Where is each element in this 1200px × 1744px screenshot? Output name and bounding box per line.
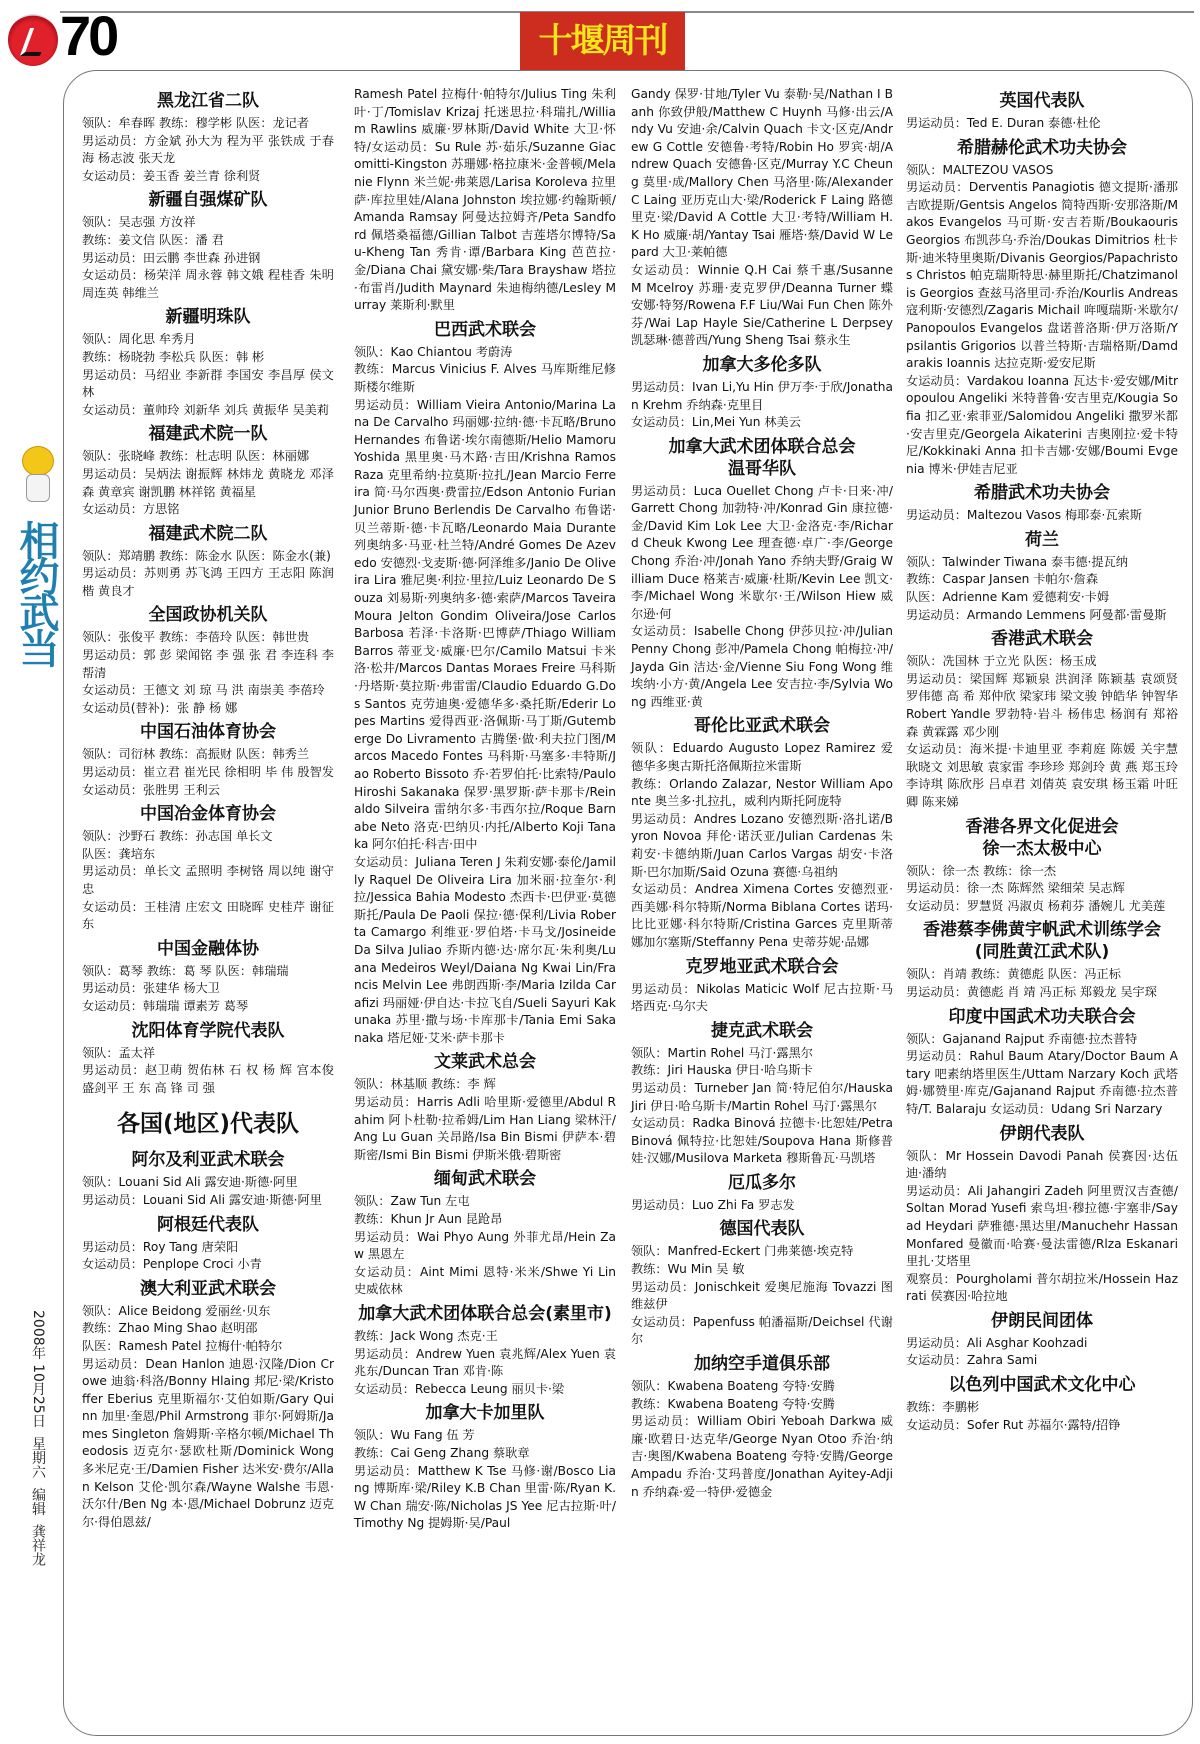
team-heading: 印度中国武术功夫联合会 bbox=[948, 1006, 1136, 1027]
roster-entry: 教练：Jack Wong 杰克·王 bbox=[354, 1329, 498, 1343]
roster-entry: 女运动员：Vardakou Ioanna 瓦达卡·爱安娜/Mitropoulou Angeliki 米特普鲁·安吉里克/Kougia Sofia 扣乙亚·索菲亚/Salomidou Angeliki 撒罗米都·安吉里克/Georgela Aikaterini 吉奥刚拉·爱卡特尼/Kokkinaki Anna 扣卡吉娜·安娜/Boumi Evgenia 博米·伊娃吉尼亚 bbox=[906, 373, 1178, 476]
roster-entry: 领队：葛琴 教练：葛 琴 队医：韩瑞瑞 bbox=[82, 963, 289, 978]
roster-entry: 男运动员：单长文 孟照明 李树铬 周以纯 谢守忠 bbox=[82, 864, 334, 896]
roster-entry: 领队：Gajanand Rajput 乔南德·拉杰普特 bbox=[906, 1031, 1138, 1046]
roster-entry: 女运动员：罗慧贤 冯淑贞 杨莉芬 潘婉儿 尤美莲 bbox=[906, 898, 1166, 913]
roster-entry: 领队：肖靖 教练：黄德彪 队医：冯正标 bbox=[906, 967, 1121, 982]
team-heading: 香港武术联会 bbox=[991, 629, 1093, 650]
roster-entry: 领队：Kao Chiantou 考蔚涛 bbox=[354, 344, 513, 359]
roster-entry: 男运动员：Ali Asghar Koohzadi bbox=[906, 1335, 1088, 1350]
roster-entry: 男运动员：赵卫萌 贺佑林 石 权 杨 辉 宫本俊 盛剑平 王 东 高 锋 司 强 bbox=[82, 1063, 334, 1095]
section-title: 相约武当 bbox=[13, 520, 59, 664]
roster-entry: 女运动员：Lin,Mei Yun 林美云 bbox=[631, 415, 801, 430]
team-heading: 希腊武术功夫协会 bbox=[974, 483, 1110, 504]
roster-entry: 领队：Talwinder Tiwana 泰韦德·提瓦纳 bbox=[906, 554, 1128, 569]
roster-entry: 女运动员：姜玉香 姜兰青 徐利贤 bbox=[82, 168, 261, 183]
roster-entry: 领队：牟春晖 教练：穆学彬 队医：龙记者 bbox=[82, 116, 310, 130]
roster-entry: 队医：Adrienne Kam 爱德莉安·卡姆 bbox=[906, 590, 1110, 605]
roster-entry: 领队：吴志强 方汝祥 bbox=[82, 215, 196, 230]
roster-entry: 领队：孟太祥 bbox=[82, 1045, 156, 1060]
roster-entry: 女运动员：王德文 刘 琼 马 洪 南崇美 李蓓玲 bbox=[82, 683, 325, 698]
roster-entry: 领队：Kwabena Boateng 夸特·安腾 bbox=[631, 1379, 835, 1394]
roster-entry: 女运动员：Juliana Teren J 朱莉安娜·泰伦/Jamilly Raquel De Oliveira Lira 加米丽·拉奎尔·利拉/Jessica Bahia Modesto 杰西卡·巴伊亚·莫德斯托/Paula De Paoli 保拉·德·保利/Livia Roberta Camargo 利维亚·罗伯塔·卡马戈/Josineide Da Silva Juliao 乔斯内德·达·席尔瓦·朱利奥/Luana Medeiros Weyl/Daiana Ng Kwai Lin/Francis Melvin Lee 弗朗西斯·李/Maria Izilda Carafizi 玛丽娅·伊自达·卡拉飞自/Sueli Sayuri Kakunaka 苏里·撒与场·卡库那卡/Tania Emi Sakanaka 塔尼娅·艾米·萨卡那卡 bbox=[354, 854, 616, 1045]
roster-entry: 男运动员：Dean Hanlon 迪恩·汉隆/Dion Crowe 迪翁·科洛/Bonny Hlaing 邦尼·梁/Kristoffer Eberius 克里斯福尔·艾伯如斯/Gary Quinn 加里·奎恩/Phil Armstrong 菲尔·阿姆斯/James Singleton 詹姆斯·辛格尔顿/Michael Theodosis 迈克尔·瑟欧杜斯/Dominick Wong 多米尼克·王/Damien Fisher 达米安·费尔/Allan Kelson 艾伦·凯尔森/Wayne Walshe 韦恩·沃尔什/Ben Ng 本·恩/Michael Dobrunz 迈克尔·得伯恩兹/ bbox=[82, 1356, 334, 1529]
roster-entry: 领队：Alice Beidong 爱丽丝·贝东 bbox=[82, 1303, 271, 1318]
team-heading: 缅甸武术联会 bbox=[434, 1169, 536, 1190]
roster-entry: Gandy 保罗·甘地/Tyler Vu 泰勒·吴/Nathan I Banh 你致伊般/Matthew C Huynh 马修·出云/Andy Vu 安迪·余/Calvin Quach 卡文·区克/Andrew G Cottle 安德鲁·考特/Robin Ho 罗宾·胡/Andrew Quach 安德鲁·区克/Murray Y.C Cheung 莫里·成/Mallory Chen 马洛里·陈/Alexander C Laing 亚历克山大·梁/Roderick F Laing 路德里克·梁/David A Cottle 大卫·考特/William H.K Ho 威廉·胡/Yantay Tsai 雁塔·蔡/David W Lepard 大卫·莱帕德 bbox=[631, 87, 893, 260]
roster-entry: 女运动员：Papenfuss 帕潘福斯/Deichsel 代谢尔 bbox=[631, 1314, 893, 1347]
roster-entry: 领队：徐一杰 教练：徐一杰 bbox=[906, 863, 1057, 878]
team-heading: 沈阳体育学院代表队 bbox=[131, 1020, 285, 1041]
roster-entry: 男运动员：Louani Sid Ali 露安迪·斯德·阿里 bbox=[82, 1192, 322, 1207]
roster-entry: 男运动员：Ali Jahangiri Zadeh 阿里贾汉吉查德/Soltan Morad Yusefi 索鸟坦·穆拉德·宇塞非/Sayad Heydari 萨雅德·黑达里/Manuchehr Hassan Monfared 曼徽而·哈赛·曼法雷德/Rlza Eskanari 里扎·艾塔里 bbox=[906, 1183, 1178, 1269]
team-heading: 捷克武术联会 bbox=[711, 1020, 813, 1041]
roster-entry: 女运动员：方思铭 bbox=[82, 502, 180, 517]
roster-entry: 男运动员：Jonischkeit 爱奥尼施海 Tovazzi 图维兹伊 bbox=[631, 1279, 893, 1312]
team-heading: 荷兰 bbox=[1025, 529, 1059, 550]
section-heading: 各国(地区)代表队 bbox=[116, 1111, 300, 1138]
team-heading: 香港各界文化促进会 徐一杰太极中心 bbox=[965, 816, 1119, 859]
roster-entry: 领队：冼国林 于立光 队医：杨玉成 bbox=[906, 654, 1097, 669]
roster-entry: 男运动员：Armando Lemmens 阿曼都·雷曼斯 bbox=[906, 607, 1167, 622]
roster-entry: 女运动员(替补)：张 静 杨 娜 bbox=[82, 700, 238, 715]
roster-entry: 领队：MALTEZOU VASOS bbox=[906, 162, 1054, 177]
roster-entry: 女运动员：Penplope Croci 小青 bbox=[82, 1257, 262, 1272]
column-4 bbox=[906, 86, 1178, 1434]
roster-entry: 男运动员：张建华 杨大卫 bbox=[82, 981, 220, 996]
team-heading: 阿根廷代表队 bbox=[157, 1214, 259, 1235]
roster-entry: 领队：司衍林 教练：高振财 队医：韩秀兰 bbox=[82, 747, 310, 762]
roster-entry: 教练：Wu Min 吴 敏 bbox=[631, 1262, 745, 1277]
roster-entry: 教练：Cai Geng Zhang 蔡耿章 bbox=[354, 1445, 530, 1460]
team-heading: 福建武术院一队 bbox=[148, 424, 268, 445]
roster-entry: 女运动员：Aint Mimi 恩特·米米/Shwe Yi Lin 史威依林 bbox=[354, 1264, 616, 1297]
roster-entry: 教练：李鹏彬 bbox=[906, 1400, 980, 1415]
roster-entry: 领队：Eduardo Augusto Lopez Ramirez 爱德华多奥古斯托洛佩斯拉米雷斯 bbox=[631, 741, 893, 773]
team-heading: 新疆明珠队 bbox=[165, 307, 251, 328]
column-3 bbox=[631, 86, 893, 1501]
roster-entry: 男运动员：Maltezou Vasos 梅耶泰·瓦索斯 bbox=[906, 508, 1142, 523]
team-heading: 英国代表队 bbox=[999, 91, 1085, 111]
roster-entry: 男运动员：黄德彪 肖 靖 冯正标 郑毅龙 吴宇琛 bbox=[906, 984, 1157, 999]
roster-entry: 女运动员：王桂清 庄宏文 田晓晖 史桂芹 谢征东 bbox=[82, 899, 334, 932]
roster-entry: 领队：Mr Hossein Davodi Panah 侯赛因·达伍迪·潘纳 bbox=[906, 1148, 1178, 1181]
team-heading: 加拿大多伦多队 bbox=[702, 354, 822, 375]
roster-entry: 男运动员：梁国辉 郑颖泉 洪润泽 陈颖基 袁颂贤 罗伟德 高 希 郑仲欣 梁家玮 梁文骏 钟皓华 钟智华 Robert Yandle 罗勃特·岩斗 杨伟忠 杨润有 郑裕森 黄霖露 邓少刚 bbox=[906, 671, 1178, 739]
roster-entry: 领队：Martin Rohel 马汀·露黑尔 bbox=[631, 1045, 813, 1060]
roster-entry: 女运动员：Radka Binová 拉德卡·比恕娃/Petra Binová 佩特拉·比恕娃/Soupova Hana 斯修普娃·汉娜/Musilova Marketa 穆斯鲁瓦·马凯塔 bbox=[631, 1116, 893, 1166]
team-heading: 全国政协机关队 bbox=[148, 605, 268, 626]
roster-entry: 男运动员：William Vieira Antonio/Marina Lana De Carvalho 玛丽娜·拉纳·德·卡瓦略/Bruno Hernandes 布鲁诺·埃尔南德斯/Helio Mamoru Yoshida 黑里奥·马木路·吉田/Krishna Ramos Raza 克里希纳·拉莫斯·拉扎/Jean Marcio Ferreira 简·马尔西奥·费雷拉/Edson Antonio Furian Junior Bruno Berlendis De Carvalho 布鲁诺·贝兰蒂斯·德·卡瓦略/Leonardo Maia Durante 列奥纳多·马亚·杜兰特/André Gomes De Azevedo 安德烈·戈麦斯·德·阿泽维多/Janio De Oliveira Lira 雅尼奥·利拉·里拉/Luiz Leonardo De Souza 刘易斯·列奥纳多·德·索萨/Marcos Taveira Moura Jelton Gondim Oliveira/Jose Carlos Barbosa 若泽·卡洛斯·巴博萨/Thiago William Barros 蒂亚戈·威廉·巴尔/Camilo Matsui 卡米洛·松井/Marcos Dantas Moraes Freire 马科斯·丹塔斯·莫拉斯·弗雷雷/Claudio Eduardo G.Dos Santos 克劳迪奥·爱德华多·桑托斯/Ederir Lopes Martins 爱得西亚·洛佩斯·马丁斯/Gutemberge Do Livramento 古腾堡·做·利夫拉门图/Marcos Macedo Fontes 马科斯·马塞多·丰特斯/Jao Roberto Bissoto 乔·若罗伯托·比索特/Paulo Hiroshi Sakanaka 保罗·黑罗斯·萨卡那卡/Reinaldo Silveira 雷纳尔多·韦西尔拉/Roque Barnabe Neto 洛克·巴纳贝·内托/Alberto Koji Tanaka 阿尔伯托·科吉·田中 bbox=[354, 397, 616, 852]
team-heading: 福建武术院二队 bbox=[148, 523, 268, 544]
roster-entry: 男运动员：郭 彭 梁闻铭 李 强 张 君 李连科 李帮清 bbox=[82, 648, 334, 680]
team-heading: 澳大利亚武术联会 bbox=[140, 1278, 276, 1299]
roster-entry: 男运动员：William Obiri Yeboah Darkwa 威廉·欧碧日·达克华/George Nyan Otoo 乔治·纳吉·奥图/Kwabena Boateng 夸特·安腾/George Ampadu 乔治·艾玛普度/Jonathan Ayitey-Adjin 乔纳森·爱一特伊·爱德金 bbox=[631, 1414, 893, 1499]
roster-entry: 男运动员：田云鹏 李世森 孙进钢 bbox=[82, 250, 261, 265]
team-heading: 以色列中国武术文化中心 bbox=[948, 1375, 1136, 1396]
roster-entry: 观察员：Pourgholami 普尔胡拉米/Hossein Hazrati 侯赛因·哈拉地 bbox=[906, 1271, 1178, 1304]
roster-entry: 教练：Jiri Hauska 伊日·哈乌斯卡 bbox=[631, 1063, 813, 1078]
roster-entry: 教练：Marcus Vinicius F. Alves 马库斯维尼修斯楼尔维斯 bbox=[354, 362, 616, 394]
roster-entry: 男运动员：Harris Adli 哈里斯·爱德里/Abdul Rahim 阿卜杜勒·拉希姆/Lim Han Liang 梁林汗/Ang Lu Guan 关昂路/Isa Bin Bismi 伊萨本·碧斯密/Ismi Bin Bismi 伊斯米俄·碧斯密 bbox=[354, 1095, 616, 1162]
team-heading: 中国金融体协 bbox=[157, 938, 259, 959]
roster-entry: 女运动员：海米提·卡迪里亚 李莉庭 陈媛 关宇慧 耿晓文 刘思敏 袁家雷 李珍珍 郑剑玲 黄 燕 郑玉玲 李诗琪 陈欣彤 吕卓君 刘倩英 袁安琪 杨玉霜 叶旺卿 陈来娣 bbox=[906, 742, 1178, 809]
roster-entry: 教练：杨晓勃 李松兵 队医：韩 彬 bbox=[82, 349, 265, 364]
roster-entry: 男运动员：Andrew Yuen 袁兆辉/Alex Yuen 袁兆东/Duncan Tran 邓肯·陈 bbox=[354, 1346, 616, 1379]
roster-entry: 领队：张俊平 教练：李蓓玲 队医：韩世贵 bbox=[82, 630, 310, 645]
roster-entry: 领队：沙野石 教练：孙志国 单长文 bbox=[82, 829, 273, 844]
roster-entry: 男运动员：Turneber Jan 简·特尼伯尔/Hauska Jiri 伊日·哈乌斯卡/Martin Rohel 马汀·露黑尔 bbox=[631, 1080, 893, 1113]
masthead-title: 十堰周刊 bbox=[538, 21, 667, 61]
mascot-icon bbox=[14, 440, 58, 510]
roster-entry: 教练：Kwabena Boateng 夸特·安腾 bbox=[631, 1396, 835, 1411]
roster-entry: 教练：Caspar Jansen 卡帕尔·詹森 bbox=[906, 572, 1099, 587]
team-heading: 中国冶金体育协会 bbox=[140, 804, 276, 825]
roster-entry: 领队：Zaw Tun 左屯 bbox=[354, 1194, 470, 1209]
team-heading: 新疆自强煤矿队 bbox=[148, 190, 268, 211]
roster-entry: 女运动员：Zahra Sami bbox=[906, 1353, 1038, 1368]
roster-entry: 男运动员：Derventis Panagiotis 德文提斯·潘那吉欧提斯/Gentsis Angelos 简特西斯·安那洛斯/Makos Evangelos 马可斯·安吉若斯/Boukaouris Georgios 布凯莎乌·乔治/Doukas Dimitrios 杜卡斯·迪米特里奥斯/Divanis Georgios/Papachristos Christos 帕克瑞斯特思·赫里斯托/Chatzimanolis Georgios 查兹马洛里司·乔治/Kourlis Andreas 寇利斯·安德烈/Zagaris Michail 哖嘎瑞斯·米歇尔/Panopoulos Evangelos 盘诺普洛斯·伊万洛斯/Ypsilantis Grigorios 以普兰特斯·吉瑞格斯/Damdarakis Ioannis 达拉克斯·爱安尼斯 bbox=[906, 180, 1178, 371]
team-heading: 文莱武术总会 bbox=[434, 1052, 536, 1073]
roster-entry: 领队：林基顺 教练：李 辉 bbox=[354, 1077, 496, 1092]
roster-entry: 领队：周化思 牟秀月 bbox=[82, 332, 196, 347]
roster-entry: 领队：Manfred-Eckert 门弗莱德·埃克特 bbox=[631, 1244, 854, 1259]
team-heading: 厄瓜多尔 bbox=[728, 1172, 796, 1193]
roster-entry: 女运动员：Sofer Rut 苏福尔·露特/招铮 bbox=[906, 1417, 1121, 1432]
roster-entry: 领队：郑靖鹏 教练：陈金水 队医：陈金水(兼) bbox=[82, 548, 331, 563]
roster-entry: 男运动员：崔立君 崔光民 徐相明 毕 伟 殷智发 女运动员：张胜男 王利云 bbox=[82, 765, 334, 797]
roster-entry: 教练：Khun Jr Aun 昆跄昂 bbox=[354, 1212, 503, 1227]
roster-entry: 男运动员：Rahul Baum Atary/Doctor Baum Atary 吧素纳塔里医生/Uttam Narzary Koch 武塔姆·娜赞里·库克/Gajanand Rajput 乔南德·拉杰普特/T. Balaraju 女运动员：Udang Sri Narzary bbox=[906, 1049, 1178, 1116]
newspaper-logo-icon bbox=[8, 14, 58, 66]
masthead bbox=[520, 12, 685, 70]
roster-entry: Ramesh Patel 拉梅什·帕特尔/Julius Ting 朱利叶·丁/Tomislav Krizaj 托迷思拉·科瑞扎/William Rawlins 威廉·罗林斯/David White 大卫·怀特/女运动员：Su Rule 苏·茹乐/Suzanne Giacomitti-Kingston 苏珊娜·格拉康米·金普顿/Melanie Flynn 米兰妮·弗莱恩/Larisa Koroleva 拉里萨·库拉里娃/Alana Johnston 埃拉娜·约翰斯顿/Amanda Ramsay 阿曼达拉姆齐/Peta Sandford 佩塔桑福德/Gillian Talbot 吉莲塔尔博特/Sau-Kheng Tan 秀肯·谭/Barbara King 芭芭拉·金/Diana Chai 黛安娜·柴/Tara Brayshaw 塔拉·布雷肖/Judith Maynard 朱迪梅纳德/Lesley Murray 莱斯利·默里 bbox=[354, 87, 616, 313]
roster-entry: 教练：Zhao Ming Shao 赵明邵 bbox=[82, 1321, 258, 1336]
column-2 bbox=[354, 86, 616, 1533]
roster-entry: 男运动员：Roy Tang 唐荣阳 bbox=[82, 1239, 239, 1254]
team-heading: 德国代表队 bbox=[719, 1219, 805, 1240]
roster-entry: 队医：Ramesh Patel 拉梅什·帕特尔 bbox=[82, 1338, 283, 1353]
dateline: 2008年 10月25日 星期六 编辑 龚祥龙 bbox=[30, 1310, 46, 1567]
team-heading: 黑龙江省二队 bbox=[157, 91, 259, 111]
roster-entry: 男运动员：Nikolas Maticic Wolf 尼古拉斯·马塔西克·乌尔夫 bbox=[631, 981, 893, 1014]
roster-entry: 男运动员：苏则勇 苏飞鸿 王四方 王志阳 陈润楷 黄良才 bbox=[82, 566, 334, 598]
team-heading: 伊朗民间团体 bbox=[991, 1310, 1093, 1331]
team-heading: 巴西武术联会 bbox=[434, 319, 536, 340]
roster-entry: 女运动员：杨荣洋 周永蓉 韩文娥 程桂香 朱明 周连英 韩维兰 bbox=[82, 268, 334, 300]
roster-entry: 女运动员：Rebecca Leung 丽贝卡·梁 bbox=[354, 1381, 565, 1396]
roster-entry: 男运动员：方金斌 孙大为 程为平 张铁成 于春海 杨志波 张天龙 bbox=[82, 133, 334, 166]
roster-entry: 领队：Louani Sid Ali 露安迪·斯德·阿里 bbox=[82, 1175, 298, 1190]
roster-entry: 男运动员：Wai Phyo Aung 外菲尤昂/Hein Zaw 黑恩左 bbox=[354, 1229, 616, 1262]
roster-entry: 男运动员：Andres Lozano 安德烈斯·洛扎诺/Byron Novoa 拜伦·诺沃亚/Julian Cardenas 朱莉安·卡德纳斯/Juan Carlos Vargas 胡安·卡洛斯·巴尔加斯/Said Ozuna 赛德·乌祖纳 bbox=[631, 811, 893, 879]
team-heading: 希腊赫伦武术功夫协会 bbox=[957, 137, 1127, 158]
column-1 bbox=[82, 86, 334, 1531]
roster-entry: 男运动员：马绍业 李新群 李国安 李昌厚 侯文林 bbox=[82, 367, 334, 400]
roster-entry: 男运动员：Matthew K Tse 马修·谢/Bosco Liang 博斯库·梁/Riley K.B Chan 里雷·陈/Ryan K.W Chan 瑞安·陈/Nicholas JS Yee 尼古拉斯·叶/Timothy Ng 提姆斯·吴/Paul bbox=[354, 1463, 616, 1531]
roster-entry: 男运动员：吴炳法 谢振辉 林炜龙 黄晓龙 邓泽森 黄章宾 谢凯鹏 林祥铭 黄福星 bbox=[82, 466, 334, 499]
team-heading: 哥伦比亚武术联会 bbox=[694, 716, 830, 737]
roster-entry: 男运动员：Ted E. Duran 泰德·杜伦 bbox=[906, 116, 1101, 130]
roster-entry: 领队：张晓峰 教练：杜志明 队医：林丽娜 bbox=[82, 449, 310, 464]
roster-entry: 男运动员：徐一杰 陈辉然 梁细荣 吴志辉 bbox=[906, 881, 1125, 896]
roster-entry: 男运动员：Ivan Li,Yu Hin 伊万李·于欣/Jonathan Krehm 乔纳森·克里目 bbox=[631, 379, 893, 412]
page-number: 70 bbox=[60, 4, 117, 67]
roster-entry: 队医：龚培东 bbox=[82, 846, 156, 861]
team-heading: 中国石油体育协会 bbox=[140, 722, 276, 743]
team-heading: 香港蔡李佛黄宇帆武术训练学会 (同胜黄江武术队) bbox=[923, 920, 1161, 963]
roster-entry: 男运动员：Luca Ouellet Chong 卢卡·日来·冲/Garrett Chong 加勃特·冲/Konrad Gin 康拉德·金/David Kim Lok Lee 大卫·金洛克·李/Richard Cheuk Kwong Lee 理查德·卓广·李/George Chong 乔治·冲/Jonah Yano 乔纳夫野/Graig William Duce 格莱吉·威廉·杜斯/Kevin Lee 凯文·李/Michael Wong 米歇尔·王/Wilson Hiew 威尔逊·何 bbox=[631, 483, 893, 621]
roster-entry: 女运动员：Andrea Ximena Cortes 安德烈亚·西美娜·科尔特斯/Norma Biblana Cortes 诺玛·比比亚娜·科尔特斯/Cristina Garces 克里斯蒂娜加尔塞斯/Steffanny Pena 史蒂芬妮·品娜 bbox=[631, 882, 893, 949]
team-heading: 加拿大卡加里队 bbox=[425, 1403, 545, 1424]
team-heading: 加拿大武术团体联合总会(素里市) bbox=[358, 1304, 612, 1324]
roster-entry: 领队：Wu Fang 伍 芳 bbox=[354, 1428, 475, 1443]
roster-entry: 教练：Orlando Zalazar, Nestor William Aponte 奥兰多·扎拉扎，威利内斯托阿庞特 bbox=[631, 776, 893, 809]
team-heading: 加纳空手道俱乐部 bbox=[694, 1354, 830, 1375]
team-heading: 阿尔及利亚武术联会 bbox=[131, 1150, 285, 1171]
roster-entry: 女运动员：Isabelle Chong 伊莎贝拉·冲/Julian Penny Chong 彭冲/Pamela Chong 帕梅拉·冲/Jayda Gin 洁达·金/Vienne Siu Fong Wong 维埃纳·小方·黄/Angela Lee 安吉拉·李/Sylvia Wong 西维亚·黄 bbox=[631, 624, 893, 709]
roster-entry: 女运动员：董帅玲 刘新华 刘兵 黄振华 吴美莉 bbox=[82, 402, 330, 417]
team-heading: 加拿大武术团体联合总会 温哥华队 bbox=[668, 436, 856, 479]
team-heading: 克罗地亚武术联合会 bbox=[685, 956, 839, 977]
roster-entry: 男运动员：Luo Zhi Fa 罗志发 bbox=[631, 1197, 795, 1212]
roster-entry: 女运动员：韩瑞瑞 谭素芳 葛琴 bbox=[82, 998, 249, 1013]
team-heading: 伊朗代表队 bbox=[999, 1123, 1085, 1144]
roster-entry: 教练：姜文信 队医：潘 君 bbox=[82, 232, 224, 247]
roster-entry: 女运动员：Winnie Q.H Cai 蔡千惠/Susanne M Mcelroy 苏珊·麦克罗伊/Deanna Turner 蝶安娜·特努/Rowena F.F Liu/Wai Fun Chen 陈外芬/Wai Lap Hayle Sie/Catherine L Derpsey 凯瑟琳·德普西/Yung Sheng Tsai 蔡永生 bbox=[631, 262, 893, 348]
